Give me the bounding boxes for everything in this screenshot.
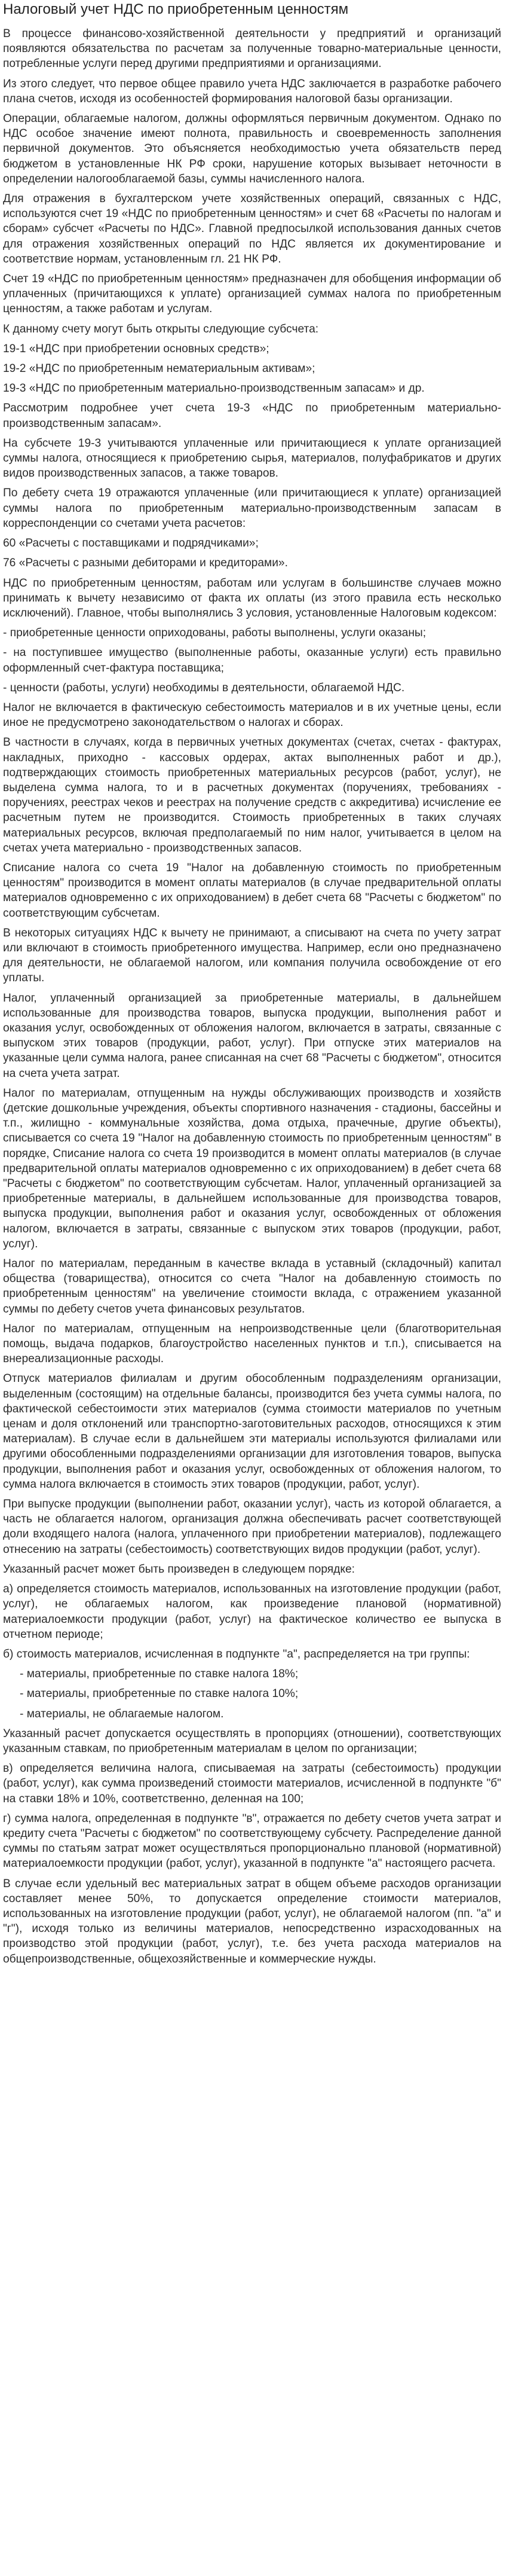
paragraph: Налог по материалам, отпущенным на нужды обслуживающих производств и хозяйств (детские дошкольные учреждения, объекты спортивного назначения - стадионы, бассейны и т.п., жилищно - коммунальные хозяйства, дома отдыха, прачечные, другие объекты), списывается со счета 19 "Налог на добавленную стоимость по приобретенным ценностям" в порядке, Списание налога со счета 19 производится в момент оплаты материалов (в случае предварительной оплаты материалов одновременно с их оприходованием) в дебет счета 68 "Расчеты с бюджетом" по соответствующим субсчетам. Налог, уплаченный организацией за приобретенные материалы, в дальнейшем использованные для производства товаров, выпуска продукции, выполнения работ и оказания услуг, освобожденных от обложения налогом, включается в затраты, связанные с выпуском этих товаров (продукции, работ, услуг). bbox=[3, 1086, 501, 1250]
paragraph: Налог не включается в фактическую себестоимость материалов и в их учетные цены, если иное не предусмотрено законодательством о налогах и сборах. bbox=[3, 701, 501, 730]
paragraph: НДС по приобретенным ценностям, работам или услугам в большинстве случаев можно принимать к вычету независимо от факта их оплаты (из этого правила есть несколько исключений). Главное, чтобы выполнялись 3 условия, установленные Налоговым кодексом: bbox=[3, 576, 501, 619]
paragraph: В некоторых ситуациях НДС к вычету не принимают, а списывают на счета по учету затрат или включают в стоимость приобретенного имущества. Например, если оно предназначено для деятельности, не облагаемой налогом, или компания получила освобождение от его уплаты. bbox=[3, 926, 501, 985]
paragraph: 19-2 «НДС по приобретенным нематериальным активам»; bbox=[3, 362, 315, 376]
paragraph: Отпуск материалов филиалам и другим обособленным подразделениям организации, выделенным (состоящим) на отдельные балансы, производится без учета суммы налога, по фактической себестоимости этих материалов (сумма стоимости материалов по учетным ценам и доля отклонений или транспортно-заготовительных расходов, относящихся к этим материалам). В случае если в дальнейшем эти материалы используются филиалами или другими обособленными подразделениями организации для изготовления товаров, выпуска продукции, выполнения работ и оказания услуг, освобожденных от обложения налогом, то сумма налога включается в стоимость этих товаров (продукции, работ, услуг). bbox=[3, 1372, 501, 1491]
paragraph: Налог по материалам, отпущенным на непроизводственные цели (благотворительная помощь, выдача подарков, благоустройство населенных пунктов и т.п.), списывается на внереализационные расходы. bbox=[3, 1322, 501, 1366]
paragraph: в) определяется величина налога, списываемая на затраты (себестоимость) продукции (работ, услуг), как сумма произведений стоимости материалов, исчисленной в подпункте "б" на ставки 18% и 10%, соответственно, деленная на 100; bbox=[3, 1762, 501, 1805]
page-title: Налоговый учет НДС по приобретенным ценностям bbox=[3, 1, 349, 17]
paragraph: На субсчете 19-3 учитываются уплаченные или причитающиеся к уплате организацией суммы налога, относящиеся к приобретению сырья, материалов, полуфабрикатов и других видов производственных запасов, а также товаров. bbox=[3, 437, 501, 480]
paragraph: Указанный расчет допускается осуществлять в пропорциях (отношении), соответствующих указанным ставкам, по приобретенным материалам в целом по организации; bbox=[3, 1727, 501, 1755]
paragraph: Из этого следует, что первое общее правило учета НДС заключается в разработке рабочего плана счетов, исходя из особенностей формирования налоговой базы организации. bbox=[3, 77, 501, 105]
paragraph: По дебету счета 19 отражаются уплаченные (или причитающиеся к уплате) организацией суммы налога по приобретенным материально-производственным запасам в корреспонденции со счетами учета расчетов: bbox=[3, 487, 501, 530]
paragraph: - ценности (работы, услуги) необходимы в деятельности, облагаемой НДС. bbox=[3, 681, 405, 694]
list-item: - материалы, приобретенные по ставке налога 10%; bbox=[20, 1687, 299, 1701]
paragraph: 19-1 «НДС при приобретении основных средств»; bbox=[3, 342, 269, 355]
list-item: - материалы, не облагаемые налогом. bbox=[20, 1707, 224, 1720]
paragraph: В процессе финансово-хозяйственной деятельности у предприятий и организаций появляются обязательства по расчетам за полученные товарно-материальные ценности, потребленные услуги перед другими предприятиями и организациями. bbox=[3, 28, 501, 71]
paragraph: - приобретенные ценности оприходованы, работы выполнены, услуги оказаны; bbox=[3, 627, 427, 640]
paragraph: а) определяется стоимость материалов, использованных на изготовление продукции (работ, услуг), не облагаемых налогом, как произведение плановой (нормативной) материалоемкости продукции (работ, услуг) на фактическое количество ее выпуска в отчетном периоде; bbox=[3, 1583, 501, 1641]
paragraph: Счет 19 «НДС по приобретенным ценностям» предназначен для обобщения информации об уплаченных (причитающихся к уплате) организацией суммах налога по приобретенным ценностям, а также работам и услугам. bbox=[3, 273, 501, 316]
paragraph: - на поступившее имущество (выполненные работы, оказанные услуги) есть правильно оформленный счет-фактура поставщика; bbox=[3, 646, 501, 674]
paragraph: Налог, уплаченный организацией за приобретенные материалы, в дальнейшем использованные для производства товаров, выпуска продукции, выполнения работ и оказания услуг, освобожденных от обложения налогом, включается в затраты, связанные с выпуском этих товаров (продукции, работ, услуг). При отпуске этих материалов на указанные цели сумма налога, ранее списанная на счет 68 "Расчеты с бюджетом", относится на счета учета затрат. bbox=[3, 991, 501, 1080]
article-body bbox=[3, 26, 501, 1967]
list-item: - материалы, приобретенные по ставке налога 18%; bbox=[20, 1668, 299, 1681]
paragraph: Налог по материалам, переданным в качестве вклада в уставный (складочный) капитал общества (товарищества), относится со счета "Налог на добавленную стоимость по приобретенным ценностям" на увеличение стоимости вклада, с отражением указанной суммы по дебету счетов учета финансовых результатов. bbox=[3, 1258, 501, 1316]
paragraph: 60 «Расчеты с поставщиками и подрядчиками»; bbox=[3, 537, 259, 550]
paragraph: Указанный расчет может быть произведен в следующем порядке: bbox=[3, 1562, 355, 1576]
paragraph: 19-3 «НДС по приобретенным материально-производственным запасам» и др. bbox=[3, 382, 425, 395]
paragraph: б) стоимость материалов, исчисленная в подпункте "а", распределяется на три группы: bbox=[3, 1647, 470, 1661]
paragraph: В частности в случаях, когда в первичных учетных документах (счетах, счетах - фактурах, накладных, приходно - кассовых ордерах, актах выполненных работ и др.), подтверждающих стоимость приобретенных материальных ресурсов (работ, услуг), не выделена сумма налога, то и в расчетных документах (поручениях, требованиях - поручениях, реестрах чеков и реестрах на получение средств с аккредитива) исчисление ее расчетным путем не производится. Стоимость приобретенных в таких случаях материальных ресурсов, включая предполагаемый по ним налог, учитывается в целом на счетах учета материально - производственных запасов. bbox=[3, 736, 501, 854]
paragraph: Списание налога со счета 19 "Налог на добавленную стоимость по приобретенным ценностям" производится в момент оплаты материалов (в случае предварительной оплаты материалов одновременно с их оприходованием) в дебет счета 68 "Расчеты с бюджетом" по соответствующим субсчетам. bbox=[3, 861, 501, 920]
paragraph: г) сумма налога, определенная в подпункте "в", отражается по дебету счетов учета затрат и кредиту счета "Расчеты с бюджетом" по соответствующему субсчету. Распределение данной суммы по статьям затрат может осуществляться пропорционально плановой (нормативной) материалоемкости продукции (работ, услуг), указанной в подпункте "а" настоящего расчета. bbox=[3, 1812, 501, 1870]
paragraph: Рассмотрим подробнее учет счета 19-3 «НДС по приобретенным материально-производственным запасам». bbox=[3, 402, 501, 430]
paragraph: 76 «Расчеты с разными дебиторами и кредиторами». bbox=[3, 557, 288, 570]
paragraph: При выпуске продукции (выполнении работ, оказании услуг), часть из которой облагается, а часть не облагается налогом, организация должна обеспечивать расчет соответствующей доли входящего налога (налога, уплаченного при приобретении материалов), подлежащего отнесению на затраты (себестоимость) соответствующих видов продукции (работ, услуг). bbox=[3, 1498, 501, 1556]
paragraph: К данному счету могут быть открыты следующие субсчета: bbox=[3, 322, 319, 335]
paragraph: В случае если удельный вес материальных затрат в общем объеме расходов организации составляет менее 50%, то допускается определение стоимости материалов, использованных на изготовление продукции (работ, услуг), не облагаемой налогом (пп. "а" и "г"), исходя только из величины материалов, непосредственно израсходованных на производство этой продукции (работ, услуг), т.е. без учета расхода материалов на общепроизводственные, общехозяйственные и коммерческие нужды. bbox=[3, 1877, 501, 1965]
paragraph: Операции, облагаемые налогом, должны оформляться первичным документом. Однако по НДС особое значение имеют полнота, правильность и своевременность заполнения первичной документов. Это объясняется необходимостью учета обязательств перед бюджетом в установленные НК РФ сроки, нарушение которых вызывает неточности в определении налогооблагаемой базы, суммы начисленного налога. bbox=[3, 112, 501, 185]
paragraph: Для отражения в бухгалтерском учете хозяйственных операций, связанных с НДС, используются счет 19 «НДС по приобретенным ценностям» и счет 68 «Расчеты по налогам и сборам» субсчет «Расчеты по НДС». Главной предпосылкой использования данных счетов для отражения хозяйственных операций по НДС является их документирование и соответствие нормам, установленным гл. 21 НК РФ. bbox=[3, 193, 501, 265]
